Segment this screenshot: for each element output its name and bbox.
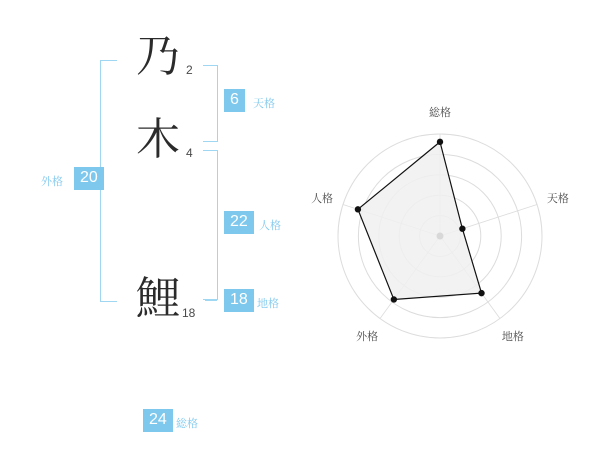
name-character-1-strokes: 2 [186, 63, 193, 77]
chikaku-tick [205, 300, 217, 301]
radar-data-point [391, 296, 397, 302]
gaikaku-value-badge: 20 [74, 167, 104, 190]
gaikaku-label: 外格 [41, 176, 63, 188]
radar-series-area [358, 142, 482, 300]
soukaku-value-badge: 24 [143, 409, 173, 432]
radar-data-point [478, 290, 484, 296]
tenkaku-label: 天格 [253, 98, 275, 110]
name-character-2-strokes: 4 [186, 146, 193, 160]
name-character-3: 鯉 [136, 274, 180, 323]
chikaku-label: 地格 [257, 298, 279, 310]
radar-axis-label: 天格 [546, 192, 569, 205]
radar-chart-svg [300, 118, 580, 358]
radar-chart [300, 107, 580, 363]
radar-data-point [437, 139, 443, 145]
tenkaku-value-badge: 6 [224, 89, 245, 112]
jinkaku-label: 人格 [259, 220, 281, 232]
chikaku-value-badge: 18 [224, 289, 254, 312]
radar-axis-label: 地格 [501, 331, 524, 344]
name-character-2: 木 [136, 115, 180, 164]
radar-data-point [355, 206, 361, 212]
radar-center-dot [437, 233, 444, 240]
radar-axis-label: 外格 [356, 331, 379, 344]
radar-axis-label: 人格 [311, 192, 334, 205]
jinkaku-bracket [203, 150, 218, 300]
radar-data-point [459, 226, 465, 232]
tenkaku-bracket [203, 65, 218, 142]
radar-axis-label: 総格 [429, 107, 451, 119]
name-character-1: 乃 [136, 32, 180, 81]
name-character-3-strokes: 18 [182, 306, 196, 320]
soukaku-label: 総格 [176, 418, 198, 430]
jinkaku-value-badge: 22 [224, 211, 254, 234]
